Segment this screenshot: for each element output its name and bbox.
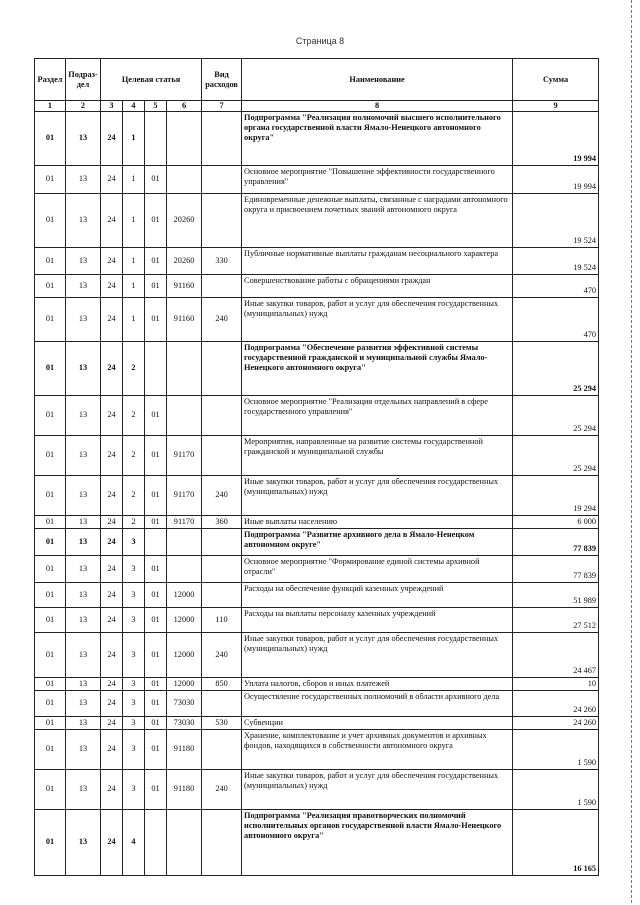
cell-razdel: 01 — [35, 769, 66, 809]
cell-program: 24 — [101, 729, 123, 769]
cell-summa: 25 294 — [513, 341, 599, 395]
cell-subprogram: 1 — [123, 274, 145, 297]
cell-naimenovanie: Иные закупки товаров, работ и услуг для обеспечения государственных (муниципальных) нужд — [242, 297, 513, 341]
cell-podrazdel: 13 — [66, 247, 101, 274]
cell-direction — [167, 165, 202, 193]
cell-vid-raskhodov — [202, 809, 242, 875]
cell-event: 01 — [145, 769, 167, 809]
cell-program: 24 — [101, 395, 123, 435]
cell-naimenovanie: Уплата налогов, сборов и иных платежей — [242, 677, 513, 690]
cell-podrazdel: 13 — [66, 435, 101, 475]
table-row — [35, 809, 599, 875]
cell-razdel: 01 — [35, 515, 66, 528]
cell-event: 01 — [145, 677, 167, 690]
cell-direction — [167, 111, 202, 165]
cell-razdel: 01 — [35, 809, 66, 875]
cell-summa: 24 467 — [513, 632, 599, 677]
cell-program: 24 — [101, 435, 123, 475]
cell-vid-raskhodov — [202, 555, 242, 582]
cell-subprogram: 2 — [123, 435, 145, 475]
cell-subprogram: 3 — [123, 677, 145, 690]
cell-program: 24 — [101, 809, 123, 875]
cell-naimenovanie: Мероприятия, направленные на развитие системы государственной гражданской и муниципальной службы — [242, 435, 513, 475]
cell-summa: 19 524 — [513, 247, 599, 274]
cell-vid-raskhodov — [202, 435, 242, 475]
col-header-tselevaya: Целевая статья — [101, 59, 202, 101]
cell-subprogram: 2 — [123, 341, 145, 395]
cell-subprogram: 3 — [123, 632, 145, 677]
cell-naimenovanie: Единовременные денежные выплаты, связанные с наградами автономного округа и присвоением почетных званий автономного округа — [242, 193, 513, 247]
cell-direction: 91180 — [167, 769, 202, 809]
cell-summa: 25 294 — [513, 395, 599, 435]
cell-podrazdel: 13 — [66, 165, 101, 193]
cell-vid-raskhodov: 240 — [202, 297, 242, 341]
cell-podrazdel: 13 — [66, 297, 101, 341]
cell-vid-raskhodov: 240 — [202, 632, 242, 677]
cell-summa: 16 165 — [513, 809, 599, 875]
cell-program: 24 — [101, 607, 123, 632]
cell-event: 01 — [145, 729, 167, 769]
cell-podrazdel: 13 — [66, 632, 101, 677]
cell-summa: 470 — [513, 274, 599, 297]
table-row — [35, 515, 599, 528]
cell-direction: 91160 — [167, 274, 202, 297]
cell-subprogram: 3 — [123, 769, 145, 809]
cell-vid-raskhodov — [202, 729, 242, 769]
cell-subprogram: 3 — [123, 607, 145, 632]
cell-direction — [167, 809, 202, 875]
cell-subprogram: 3 — [123, 716, 145, 729]
cell-razdel: 01 — [35, 690, 66, 716]
cell-direction: 73030 — [167, 716, 202, 729]
cell-event: 01 — [145, 632, 167, 677]
table-row — [35, 632, 599, 677]
cell-vid-raskhodov: 110 — [202, 607, 242, 632]
cell-podrazdel: 13 — [66, 341, 101, 395]
cell-subprogram: 2 — [123, 515, 145, 528]
cell-podrazdel: 13 — [66, 555, 101, 582]
cell-summa: 19 994 — [513, 165, 599, 193]
cell-vid-raskhodov — [202, 528, 242, 555]
cell-razdel: 01 — [35, 607, 66, 632]
col-header-vid: Вид расходов — [202, 59, 242, 101]
cell-program: 24 — [101, 297, 123, 341]
cell-direction: 91170 — [167, 475, 202, 515]
cell-direction — [167, 528, 202, 555]
cell-program: 24 — [101, 165, 123, 193]
column-number: 9 — [513, 101, 599, 112]
table-row — [35, 677, 599, 690]
cell-program: 24 — [101, 690, 123, 716]
cell-razdel: 01 — [35, 193, 66, 247]
cell-program: 24 — [101, 247, 123, 274]
cell-event: 01 — [145, 193, 167, 247]
table-row — [35, 247, 599, 274]
cell-direction: 73030 — [167, 690, 202, 716]
cell-program: 24 — [101, 341, 123, 395]
cell-subprogram: 4 — [123, 809, 145, 875]
column-number: 2 — [66, 101, 101, 112]
cell-event: 01 — [145, 297, 167, 341]
cell-podrazdel: 13 — [66, 111, 101, 165]
cell-program: 24 — [101, 632, 123, 677]
cell-direction: 91180 — [167, 729, 202, 769]
page-header: Страница 8 — [295, 36, 345, 46]
cell-razdel: 01 — [35, 297, 66, 341]
cell-vid-raskhodov — [202, 111, 242, 165]
cell-event: 01 — [145, 515, 167, 528]
cell-vid-raskhodov: 240 — [202, 769, 242, 809]
cell-event — [145, 341, 167, 395]
cell-summa: 470 — [513, 297, 599, 341]
cell-vid-raskhodov — [202, 395, 242, 435]
table-row — [35, 607, 599, 632]
cell-direction: 12000 — [167, 632, 202, 677]
cell-razdel: 01 — [35, 475, 66, 515]
scan-edge — [631, 0, 632, 905]
cell-vid-raskhodov — [202, 582, 242, 607]
cell-razdel: 01 — [35, 165, 66, 193]
table-row — [35, 165, 599, 193]
cell-naimenovanie: Расходы на выплаты персоналу казенных учреждений — [242, 607, 513, 632]
cell-naimenovanie: Основное мероприятие "Формирование единой системы архивной отрасли" — [242, 555, 513, 582]
cell-direction — [167, 395, 202, 435]
cell-razdel: 01 — [35, 247, 66, 274]
cell-subprogram: 3 — [123, 528, 145, 555]
cell-program: 24 — [101, 193, 123, 247]
header-row — [35, 59, 599, 101]
cell-naimenovanie: Хранение, комплектование и учет архивных документов и архивных фондов, находящихся в собственности автономного округа — [242, 729, 513, 769]
cell-summa: 10 — [513, 677, 599, 690]
cell-naimenovanie: Подпрограмма "Реализация правотворческих полномочий исполнительных органов государственной власти Ямало-Ненецкого автономного округа" — [242, 809, 513, 875]
cell-subprogram: 3 — [123, 729, 145, 769]
cell-naimenovanie: Основное мероприятие "Повышение эффективности государственного управления" — [242, 165, 513, 193]
column-number: 8 — [242, 101, 513, 112]
cell-podrazdel: 13 — [66, 690, 101, 716]
cell-summa: 77 839 — [513, 528, 599, 555]
col-header-razdel: Раздел — [35, 59, 66, 101]
cell-direction: 20260 — [167, 193, 202, 247]
table-row — [35, 341, 599, 395]
col-header-naimenovanie: Наименование — [242, 59, 513, 101]
cell-summa: 19 294 — [513, 475, 599, 515]
cell-summa: 19 994 — [513, 111, 599, 165]
cell-summa: 19 524 — [513, 193, 599, 247]
table-row — [35, 582, 599, 607]
cell-direction: 91170 — [167, 515, 202, 528]
cell-subprogram: 3 — [123, 555, 145, 582]
cell-podrazdel: 13 — [66, 274, 101, 297]
cell-razdel: 01 — [35, 274, 66, 297]
cell-summa: 25 294 — [513, 435, 599, 475]
cell-direction: 12000 — [167, 582, 202, 607]
cell-razdel: 01 — [35, 729, 66, 769]
column-number: 7 — [202, 101, 242, 112]
cell-naimenovanie: Основное мероприятие "Реализация отдельных направлений в сфере государственного управления" — [242, 395, 513, 435]
cell-event: 01 — [145, 395, 167, 435]
table-row — [35, 274, 599, 297]
cell-vid-raskhodov: 530 — [202, 716, 242, 729]
cell-event — [145, 111, 167, 165]
cell-podrazdel: 13 — [66, 475, 101, 515]
column-number: 6 — [167, 101, 202, 112]
cell-program: 24 — [101, 582, 123, 607]
cell-naimenovanie: Иные закупки товаров, работ и услуг для обеспечения государственных (муниципальных) нужд — [242, 769, 513, 809]
col-header-podrazdel: Подраз-дел — [66, 59, 101, 101]
cell-subprogram: 1 — [123, 111, 145, 165]
cell-razdel: 01 — [35, 582, 66, 607]
cell-subprogram: 2 — [123, 475, 145, 515]
cell-razdel: 01 — [35, 555, 66, 582]
cell-podrazdel: 13 — [66, 515, 101, 528]
cell-subprogram: 3 — [123, 582, 145, 607]
cell-event: 01 — [145, 475, 167, 515]
cell-naimenovanie: Иные выплаты населению — [242, 515, 513, 528]
cell-vid-raskhodov — [202, 690, 242, 716]
cell-razdel: 01 — [35, 111, 66, 165]
cell-podrazdel: 13 — [66, 716, 101, 729]
cell-subprogram: 2 — [123, 395, 145, 435]
table-row — [35, 769, 599, 809]
cell-program: 24 — [101, 716, 123, 729]
cell-program: 24 — [101, 769, 123, 809]
cell-event: 01 — [145, 247, 167, 274]
cell-razdel: 01 — [35, 716, 66, 729]
cell-event: 01 — [145, 690, 167, 716]
cell-podrazdel: 13 — [66, 809, 101, 875]
table-row — [35, 435, 599, 475]
cell-naimenovanie: Подпрограмма "Обеспечение развития эффективной системы государственной гражданской и муниципальной службы Ямало-Ненецкого автономного округа" — [242, 341, 513, 395]
cell-podrazdel: 13 — [66, 395, 101, 435]
cell-vid-raskhodov — [202, 274, 242, 297]
cell-program: 24 — [101, 111, 123, 165]
column-number-row — [35, 101, 599, 112]
cell-direction — [167, 555, 202, 582]
cell-vid-raskhodov: 240 — [202, 475, 242, 515]
table-row — [35, 193, 599, 247]
cell-vid-raskhodov: 360 — [202, 515, 242, 528]
table-row — [35, 111, 599, 165]
cell-naimenovanie: Публичные нормативные выплаты гражданам несоциального характера — [242, 247, 513, 274]
cell-summa: 6 000 — [513, 515, 599, 528]
column-number: 4 — [123, 101, 145, 112]
table-row — [35, 528, 599, 555]
cell-podrazdel: 13 — [66, 607, 101, 632]
cell-naimenovanie: Подпрограмма "Развитие архивного дела в Ямало-Ненецком автономном округе" — [242, 528, 513, 555]
cell-event: 01 — [145, 555, 167, 582]
table-row — [35, 716, 599, 729]
cell-razdel: 01 — [35, 395, 66, 435]
cell-program: 24 — [101, 677, 123, 690]
cell-naimenovanie: Иные закупки товаров, работ и услуг для обеспечения государственных (муниципальных) нужд — [242, 475, 513, 515]
cell-event — [145, 809, 167, 875]
cell-program: 24 — [101, 528, 123, 555]
cell-podrazdel: 13 — [66, 729, 101, 769]
column-number: 5 — [145, 101, 167, 112]
cell-vid-raskhodov — [202, 165, 242, 193]
cell-event: 01 — [145, 607, 167, 632]
cell-program: 24 — [101, 274, 123, 297]
cell-podrazdel: 13 — [66, 528, 101, 555]
cell-vid-raskhodov: 850 — [202, 677, 242, 690]
cell-naimenovanie: Осуществление государственных полномочий в области архивного дела — [242, 690, 513, 716]
cell-summa: 1 590 — [513, 729, 599, 769]
column-number: 3 — [101, 101, 123, 112]
cell-direction — [167, 341, 202, 395]
table-row — [35, 475, 599, 515]
cell-naimenovanie: Субвенции — [242, 716, 513, 729]
cell-razdel: 01 — [35, 435, 66, 475]
budget-table — [34, 58, 599, 876]
cell-subprogram: 3 — [123, 690, 145, 716]
cell-direction: 91170 — [167, 435, 202, 475]
cell-naimenovanie: Подпрограмма "Реализация полномочий высшего исполнительного органа государственной власти Ямало-Ненецкого автономного округа" — [242, 111, 513, 165]
col-header-summa: Сумма — [513, 59, 599, 101]
cell-subprogram: 1 — [123, 247, 145, 274]
cell-event: 01 — [145, 435, 167, 475]
cell-summa: 24 260 — [513, 716, 599, 729]
cell-direction: 91160 — [167, 297, 202, 341]
cell-summa: 24 260 — [513, 690, 599, 716]
cell-vid-raskhodov — [202, 341, 242, 395]
cell-event — [145, 528, 167, 555]
cell-podrazdel: 13 — [66, 677, 101, 690]
cell-direction: 20260 — [167, 247, 202, 274]
cell-podrazdel: 13 — [66, 582, 101, 607]
cell-summa: 1 590 — [513, 769, 599, 809]
cell-razdel: 01 — [35, 632, 66, 677]
cell-program: 24 — [101, 515, 123, 528]
cell-subprogram: 1 — [123, 193, 145, 247]
cell-podrazdel: 13 — [66, 193, 101, 247]
cell-direction: 12000 — [167, 677, 202, 690]
table-row — [35, 395, 599, 435]
cell-event: 01 — [145, 716, 167, 729]
cell-razdel: 01 — [35, 677, 66, 690]
cell-subprogram: 1 — [123, 297, 145, 341]
cell-program: 24 — [101, 555, 123, 582]
cell-event: 01 — [145, 274, 167, 297]
cell-naimenovanie: Расходы на обеспечение функций казенных учреждений — [242, 582, 513, 607]
cell-direction: 12000 — [167, 607, 202, 632]
cell-vid-raskhodov — [202, 193, 242, 247]
cell-summa: 51 989 — [513, 582, 599, 607]
cell-summa: 27 512 — [513, 607, 599, 632]
cell-naimenovanie: Совершенствование работы с обращениями граждан — [242, 274, 513, 297]
cell-naimenovanie: Иные закупки товаров, работ и услуг для обеспечения государственных (муниципальных) нужд — [242, 632, 513, 677]
table-row — [35, 297, 599, 341]
cell-vid-raskhodov: 330 — [202, 247, 242, 274]
cell-razdel: 01 — [35, 528, 66, 555]
table-row — [35, 690, 599, 716]
table-row — [35, 555, 599, 582]
table-row — [35, 729, 599, 769]
cell-subprogram: 1 — [123, 165, 145, 193]
column-number: 1 — [35, 101, 66, 112]
table-body — [35, 111, 599, 875]
cell-event: 01 — [145, 582, 167, 607]
cell-event: 01 — [145, 165, 167, 193]
cell-razdel: 01 — [35, 341, 66, 395]
cell-podrazdel: 13 — [66, 769, 101, 809]
cell-program: 24 — [101, 475, 123, 515]
cell-summa: 77 839 — [513, 555, 599, 582]
